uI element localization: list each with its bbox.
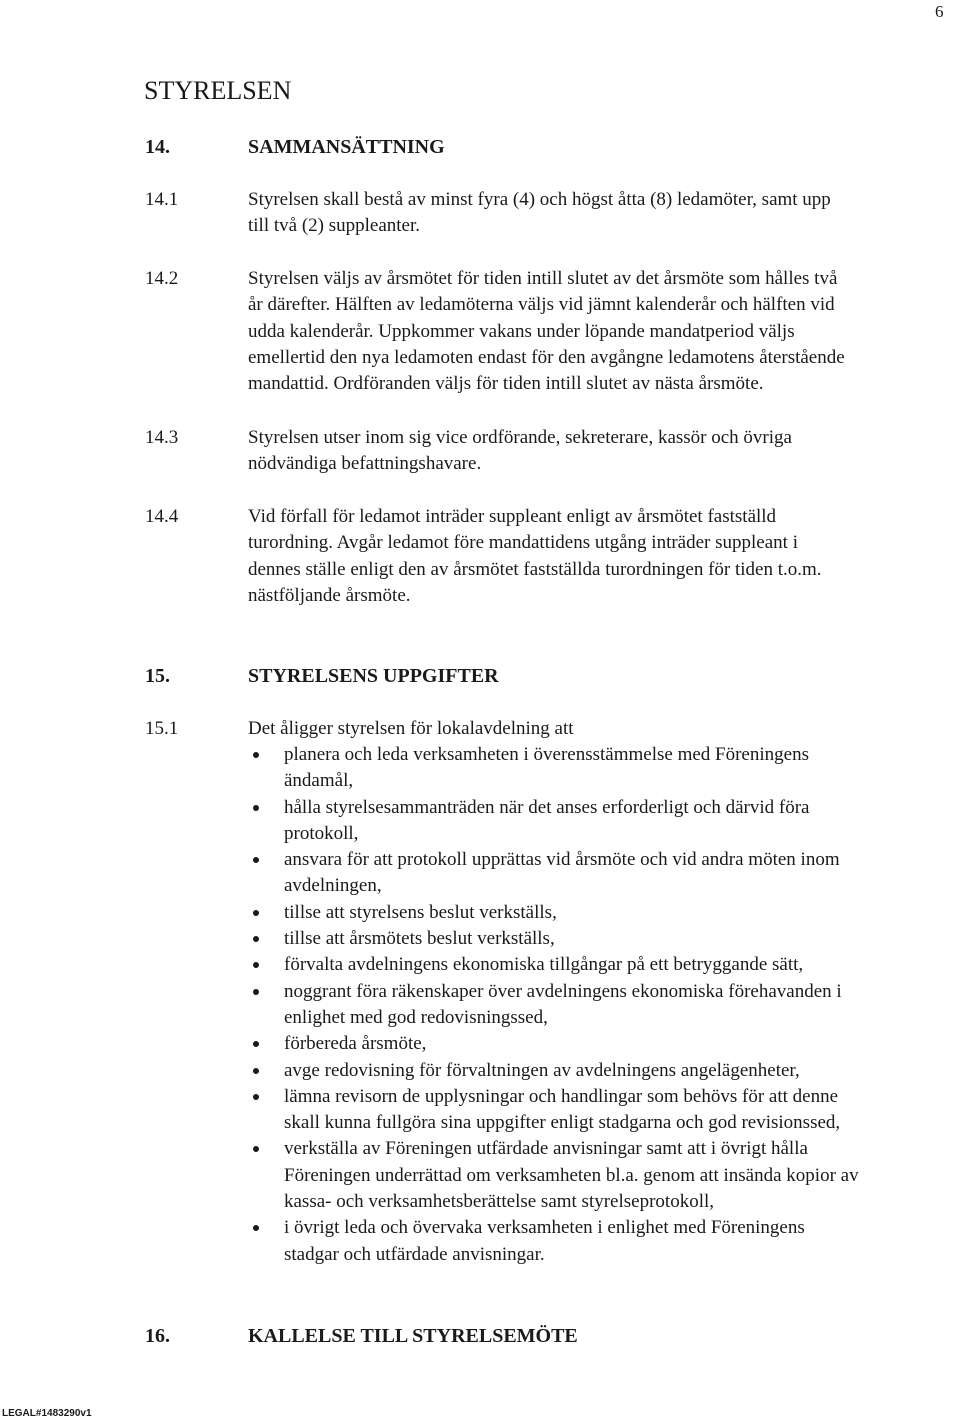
document-title: STYRELSEN bbox=[144, 76, 292, 105]
paragraph-number: 14.2 bbox=[145, 268, 179, 289]
bullet-icon bbox=[253, 936, 259, 942]
section-title: KALLELSE TILL STYRELSEMÖTE bbox=[248, 1325, 578, 1347]
list-item-text: lämna revisorn de upplysningar och handlingar som behövs för att denne skall kunna fullgöra sina uppgifter enligt stadgarna och god revisionssed, bbox=[284, 1085, 841, 1134]
list-item-text: planera och leda verksamheten i överensstämmelse med Föreningens ändamål, bbox=[284, 744, 809, 792]
list-item-text: hålla styrelsesammanträden när det anses erforderligt och därvid föra protokoll, bbox=[284, 796, 810, 844]
paragraph-14-2 bbox=[145, 266, 957, 397]
paragraph-text: Styrelsen utser inom sig vice ordförande, sekreterare, kassör och övriga nödvändiga befattningshavare. bbox=[248, 427, 792, 475]
list-item-text: förvalta avdelningens ekonomiska tillgångar på ett betryggande sätt, bbox=[284, 954, 804, 976]
paragraph-text: Det åligger styrelsen för lokalavdelning att bbox=[248, 718, 574, 739]
paragraph-number: 14.4 bbox=[145, 506, 179, 527]
section-number: 15. bbox=[145, 665, 170, 687]
list-item-text: i övrigt leda och övervaka verksamheten i enlighet med Föreningens stadgar och utfärdade anvisningar. bbox=[284, 1217, 805, 1265]
bullet-icon bbox=[253, 1094, 259, 1100]
paragraph-text: Styrelsen väljs av årsmötet för tiden intill slutet av det årsmöte som hålles två år därefter. Hälften av ledamöterna väljs vid jämnt kalenderår och hälften vid udda kalenderår. Uppkommer vakans under löpande mandatperiod väljs emellertid den nya ledamoten endast för den avgångne ledamotens återstående mandattid. Ordföranden väljs för tiden intill slutet av nästa årsmöte. bbox=[248, 268, 845, 395]
list-item-text: tillse att styrelsens beslut verkställs, bbox=[284, 901, 557, 923]
list-item bbox=[250, 926, 960, 952]
bullet-icon bbox=[253, 857, 259, 863]
list-item bbox=[250, 1215, 960, 1268]
paragraph-14-1 bbox=[145, 187, 957, 240]
list-item bbox=[250, 847, 960, 900]
paragraph-15-1 bbox=[145, 716, 957, 742]
paragraph-number: 15.1 bbox=[145, 718, 179, 739]
list-item bbox=[250, 795, 960, 848]
paragraph-text: Vid förfall för ledamot inträder suppleant enligt av årsmötet fastställd turordning. Avgår ledamot före mandattidens utgång inträder suppleant i dennes ställe enligt den av årsmötet fastställda turordningen för tiden t.o.m. nästföljande årsmöte. bbox=[248, 506, 822, 606]
bullet-icon bbox=[253, 1041, 259, 1047]
bullet-icon bbox=[253, 989, 259, 995]
paragraph-14-3 bbox=[145, 425, 957, 478]
section-title: STYRELSENS UPPGIFTER bbox=[248, 665, 499, 687]
section-number: 14. bbox=[145, 136, 170, 158]
paragraph-14-4 bbox=[145, 504, 957, 609]
list-item-text: verkställa av Föreningen utfärdade anvisningar samt att i övrigt hålla Föreningen underrättad om verksamheten bl.a. genom att insända kopior av kassa- och verksamhetsberättelse samt styrelseprotokoll, bbox=[284, 1138, 859, 1213]
list-item bbox=[250, 952, 960, 978]
paragraph-text: Styrelsen skall bestå av minst fyra (4) och högst åtta (8) ledamöter, samt upp till två (2) suppleanter. bbox=[248, 189, 831, 237]
page-number: 6 bbox=[935, 2, 944, 21]
bullet-icon bbox=[253, 805, 259, 811]
list-item bbox=[250, 1058, 960, 1084]
list-item-text: avge redovisning för förvaltningen av avdelningens angelägenheter, bbox=[284, 1059, 800, 1081]
bullet-icon bbox=[253, 752, 259, 758]
bullet-icon bbox=[253, 1146, 259, 1152]
list-item bbox=[250, 900, 960, 926]
duties-list bbox=[250, 742, 960, 1268]
document-id-footer: LEGAL#1483290v1 bbox=[2, 1408, 92, 1419]
list-item-text: tillse att årsmötets beslut verkställs, bbox=[284, 928, 555, 950]
list-item-text: noggrant föra räkenskaper över avdelningens ekonomiska förehavanden i enlighet med god redovisningssed, bbox=[284, 980, 842, 1028]
list-item-text: ansvara för att protokoll upprättas vid årsmöte och vid andra möten inom avdelningen, bbox=[284, 849, 840, 897]
bullet-icon bbox=[253, 1068, 259, 1074]
bullet-icon bbox=[253, 962, 259, 968]
list-item bbox=[250, 742, 960, 795]
bullet-icon bbox=[253, 1225, 259, 1231]
list-item bbox=[250, 979, 960, 1032]
list-item-text: förbereda årsmöte, bbox=[284, 1033, 427, 1055]
list-item bbox=[250, 1084, 960, 1137]
paragraph-number: 14.1 bbox=[145, 189, 179, 210]
paragraph-number: 14.3 bbox=[145, 427, 179, 448]
section-title: SAMMANSÄTTNING bbox=[248, 136, 445, 158]
list-item bbox=[250, 1136, 960, 1215]
bullet-icon bbox=[253, 910, 259, 916]
list-item bbox=[250, 1031, 960, 1057]
section-number: 16. bbox=[145, 1325, 170, 1347]
